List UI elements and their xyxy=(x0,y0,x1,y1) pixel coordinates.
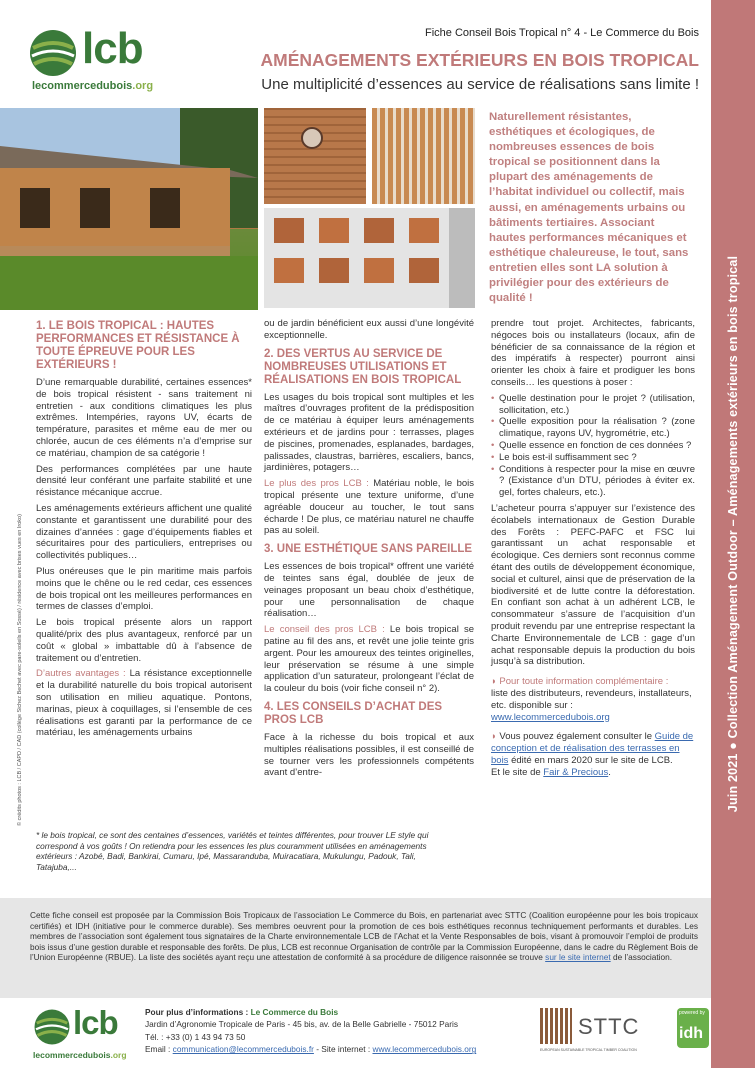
section-1-end: ou de jardin bénéficient eux aussi d’une longévité exceptionnelle. xyxy=(264,318,474,341)
list-item: • Quelle exposition pour la réalisation ? (zone climatique, rayons UV, hygrométrie, etc.) xyxy=(491,416,695,440)
photo-house-terrace xyxy=(0,108,258,310)
sttc-logo: STTC EUROPEAN SUSTAINABLE TROPICAL TIMBER COALITION xyxy=(540,1008,658,1056)
photo-credit: © crédits photos : LCB / CAPD / CAD (collège Sichez Bechet avec pare-soleils en Sossé) / résidence avec brises vues en Iroko) xyxy=(17,514,23,826)
questions-list xyxy=(491,393,695,499)
list-item: • Conditions à respecter pour la mise en œuvre ? (Existance d’un DTU, périodes à éviter ex. gel, fortes chaleurs, etc.). xyxy=(491,464,695,499)
house-illustration xyxy=(0,108,258,310)
section-3-p2: Le conseil des pros LCB : Le bois tropical se patine au fil des ans, et revêt une jolie teinte gris argent. Pour les amoureux des teintes originelles, leur préservation se résume à une simple application d’un saturateur, prolongeant l’éclat de la couleur du bois (voir fiche conseil n° 2). xyxy=(264,624,474,695)
section-4-heading: 4. LES CONSEILS D’ACHAT DES PROS LCB xyxy=(264,700,443,726)
arrow-icon: ◗ xyxy=(491,676,500,688)
fair-precious-link[interactable]: Fair & Precious xyxy=(543,766,609,778)
page-title: AMÉNAGEMENTS EXTÉRIEURS EN BOIS TROPICAL xyxy=(260,50,699,70)
lcb-globe-icon xyxy=(28,28,78,78)
section-3-p1: Les essences de bois tropical* offrent une variété de teintes sans égal, doublée de jeux de veinages proposant un beau choix d’esthétique, pour une personnalisation de chaque réalisation… xyxy=(264,561,474,620)
list-item: • Le bois est-il suffisamment sec ? xyxy=(491,452,695,464)
footer-lcb-logo xyxy=(33,1004,133,1063)
facade-window-illustration xyxy=(264,108,366,204)
column-3 xyxy=(491,318,695,782)
column-1 xyxy=(36,320,252,743)
association-site-link[interactable]: sur le site internet xyxy=(545,952,611,963)
lcb-globe-icon xyxy=(33,1008,71,1046)
guide-paragraph: ◗ Vous pouvez également consulter le Guide de conception et de réalisation des terrasses en bois édité en mars 2020 sur le site de LCB. Et le site de Fair & Precious. xyxy=(491,731,694,778)
arrow-icon: ◗ xyxy=(491,731,500,743)
footer xyxy=(0,998,711,1068)
section-4-p2: prendre tout projet. Architectes, fabricants, négoces bois ou installateurs (locaux, afin de bénéficier de sa connaissance de la région et des impératifs à respecter) pourront ainsi orienter les choix à faire et prodiguer les bons conseils… les questions à poser : xyxy=(491,318,695,388)
logo-wordmark: lcb xyxy=(82,24,143,73)
footer-address: Jardin d’Agronomie Tropicale de Paris - 45 bis, av. de la Belle Gabrielle - 75012 Paris xyxy=(145,1019,458,1030)
footer-logo-wordmark: lcb xyxy=(73,1004,118,1041)
photo-facade-cladding xyxy=(264,108,366,204)
sttc-icon xyxy=(540,1008,572,1044)
section-3-heading: 3. UNE ESTHÉTIQUE SANS PAREILLE xyxy=(264,543,473,556)
section-2-p2: Le plus des pros LCB : Matériau noble, le bois tropical présente une texture uniforme, d’une agréable douceur au toucher, le tout sans écharde ! De plus, ce matériau naturel ne chauffe pas au soleil. xyxy=(264,478,474,537)
list-item: • Quelle essence en fonction de ces données ? xyxy=(491,440,695,452)
idh-logo: powered by idh xyxy=(677,1008,709,1048)
section-1-p2: Des performances complétées par une haute densité leur conférant une parfaite stabilité et une résistance mécanique accrue. xyxy=(36,463,252,499)
photo-building-shutters xyxy=(264,208,475,308)
list-item: • Quelle destination pour le projet ? (utilisation, sollicitation, etc.) xyxy=(491,393,695,417)
partnership-text: Cette fiche conseil est proposée par la Commission Bois Tropicaux de l’association Le Commerce du Bois, en partenariat avec STTC (Coalition européenne pour les bois tropicaux certifiés) et IDH (initiative pour le commerce durable). Ses membres oeuvrent pour la promotion de ces bois esthétiques reconnus techniquement performants et durables. Les membres de l’association sont également tous signataires de la Charte environnementale LCB de l’Achat et la Vente Responsables de bois, visant à promouvoir l’emploi de produits bois issus d’une gestion durable et responsable des forêts. De plus, LCB est reconnue Organisation de contrôle par la Commission Européenne, dans le cadre du Règlement Bois de l’Union Européenne (RBUE). La liste des sociétés ayant reçu une attestation de conformité à sa procédure de diligence raisonnée se trouve sur le site internet de l’association. xyxy=(30,910,698,963)
lcb-website-link[interactable]: www.lecommercedubois.org xyxy=(491,711,610,723)
section-1-heading: 1. LE BOIS TROPICAL : HAUTES PERFORMANCES ET RÉSISTANCE À TOUTE ÉPREUVE POUR LES EXTÉRIEURS ! xyxy=(36,320,240,371)
guide-link[interactable]: Guide de conception et de réalisation des terrasses en bois xyxy=(491,731,694,766)
lcb-logo xyxy=(28,24,158,98)
section-4-p1: Face à la richesse du bois tropical et aux multiples réalisations possibles, il est conseillé de se tourner vers les professionnels compétents avant d’entre- xyxy=(264,731,474,779)
section-1-p3: Les aménagements extérieurs affichent une qualité constante et garantissent une durabilité pour des dizaines d’années : gage d’équipements fiables et sécuritaires pour des particuliers, entreprises ou collectivités publiques… xyxy=(36,502,252,562)
fiche-label: Fiche Conseil Bois Tropical n° 4 - Le Commerce du Bois xyxy=(424,27,699,39)
section-2-p1: Les usages du bois tropical sont multiples et les maîtres d’ouvrages profitent de la prédisposition de ce matériau à équiper leurs aménagements extérieurs et de jardins pour : terrasses, plages de piscines, promenades, esplanades, bardages, palissades, claustras, barrières, escaliers, bancs, jardinières, potagers… xyxy=(264,391,474,474)
info-paragraph: ◗ Pour toute information complémentaire : liste des distributeurs, revendeurs, installateurs, etc. disponible sur : www.lecommercedubois.org xyxy=(491,676,692,723)
building-illustration xyxy=(264,208,475,308)
footer-tel: Tél. : +33 (0) 1 43 94 73 50 xyxy=(145,1031,246,1042)
column-2 xyxy=(264,318,474,783)
email-link[interactable]: communication@lecommercedubois.fr xyxy=(172,1044,314,1055)
footnote: * le bois tropical, ce sont des centaines d’essences, variétés et teintes différentes, pour trouver LE style qui correspond à vos goûts ! On retiendra pour les essences les plus couramment utilisées en aménagements extérieurs : Azobé, Badi, Bankirai, Cumaru, Ipé, Massaranduba, Muiracatiara, Mukulungu, Padouk, Tali, Tatajuba,... xyxy=(36,830,429,872)
website-link[interactable]: www.lecommercedubois.org xyxy=(372,1044,477,1055)
section-4-p3: L’acheteur pourra s’appuyer sur l’existence des écolabels internationaux de Gestion Durable des Forêts : PEFC-PAFC et FSC lui garantissant un achat responsable et écologique. Ces derniers sont reconnus comme étant des outils de développement économique, social et culturel, ainsi que de préservation de la biodiversité et de lutte contre la déforestation. En confiant son achat à un adhérent LCB, le consommateur s’assure de l’acquisition d’un produit revendu par une entreprise respectant la Charte Environnementale de LCB : gage d’un achat responsable depuis la production du bois jusqu’à sa distribution. xyxy=(491,502,695,668)
section-1-p4: Plus onéreuses que le pin maritime mais parfois moins que le chêne ou le red cedar, ces essences de bois tropical ont les meilleures performances en termes de classes d’emploi. xyxy=(36,565,252,613)
section-1-p1: D’une remarquable durabilité, certaines essences* de bois tropical résistent - sans traitement ni entretien - aux conditions climatiques les plus extrêmes. Intempéries, rayons UV, écarts de température, parasites et même eau de mer ou chlorée, aucun de ces éléments n’a d’emprise sur ce matériau, champion de sa catégorie ! xyxy=(36,377,252,459)
intro-text: Naturellement résistantes, esthétiques et écologiques, de nombreuses essences de bois tropical se positionnent dans la plupart des aménagements de l’habitat individuel ou collectif, mais aussi, en aménagements urbains ou bâtiments tertiaires. Associant hautes performances mécaniques et esthétique chaleureuse, le tout, sans entretien elles sont LA solution à privilégier pour des extérieurs de qualité ! xyxy=(489,111,689,305)
partnership-band xyxy=(0,898,711,998)
logo-url: lecommercedubois.org xyxy=(32,80,154,92)
photo-facade-louvres xyxy=(372,108,475,204)
section-2-heading: 2. DES VERTUS AU SERVICE DE NOMBREUSES UTILISATIONS ET RÉALISATIONS EN BOIS TROPICAL xyxy=(264,347,462,386)
section-1-p5: Le bois tropical présente alors un rapport qualité/prix des plus avantageux, renforcé par un coût « global » imbattable dû à l’absence de traitement ou d’entretien. xyxy=(36,617,252,664)
footer-logo-url: lecommercedubois.org xyxy=(33,1050,127,1060)
footer-contact: Pour plus d’informations : Le Commerce du Bois Jardin d’Agronomie Tropicale de Paris - 45 bis, av. de la Belle Gabrielle - 75012 Paris Tél. : +33 (0) 1 43 94 73 50 Email : communication@lecommercedubois.fr - Site internet : www.lecommercedubois.org xyxy=(145,1007,477,1055)
sidebar-caption: Juin 2021 ● Collection Aménagement Outdoor – Aménagements extérieurs en bois tropical xyxy=(726,255,740,813)
section-1-p6: D’autres avantages : La résistance exceptionnelle et la durabilité naturelle du bois tropical autorisent son utilisation en milieu aquatique. Pontons, marinas, pieux à coquillages, si l’ensemble de ces réalisations est garanti par la performance de ce matériau, les aménagements urbains xyxy=(36,668,252,739)
page-subtitle: Une multiplicité d’essences au service de réalisations sans limite ! xyxy=(261,76,699,93)
